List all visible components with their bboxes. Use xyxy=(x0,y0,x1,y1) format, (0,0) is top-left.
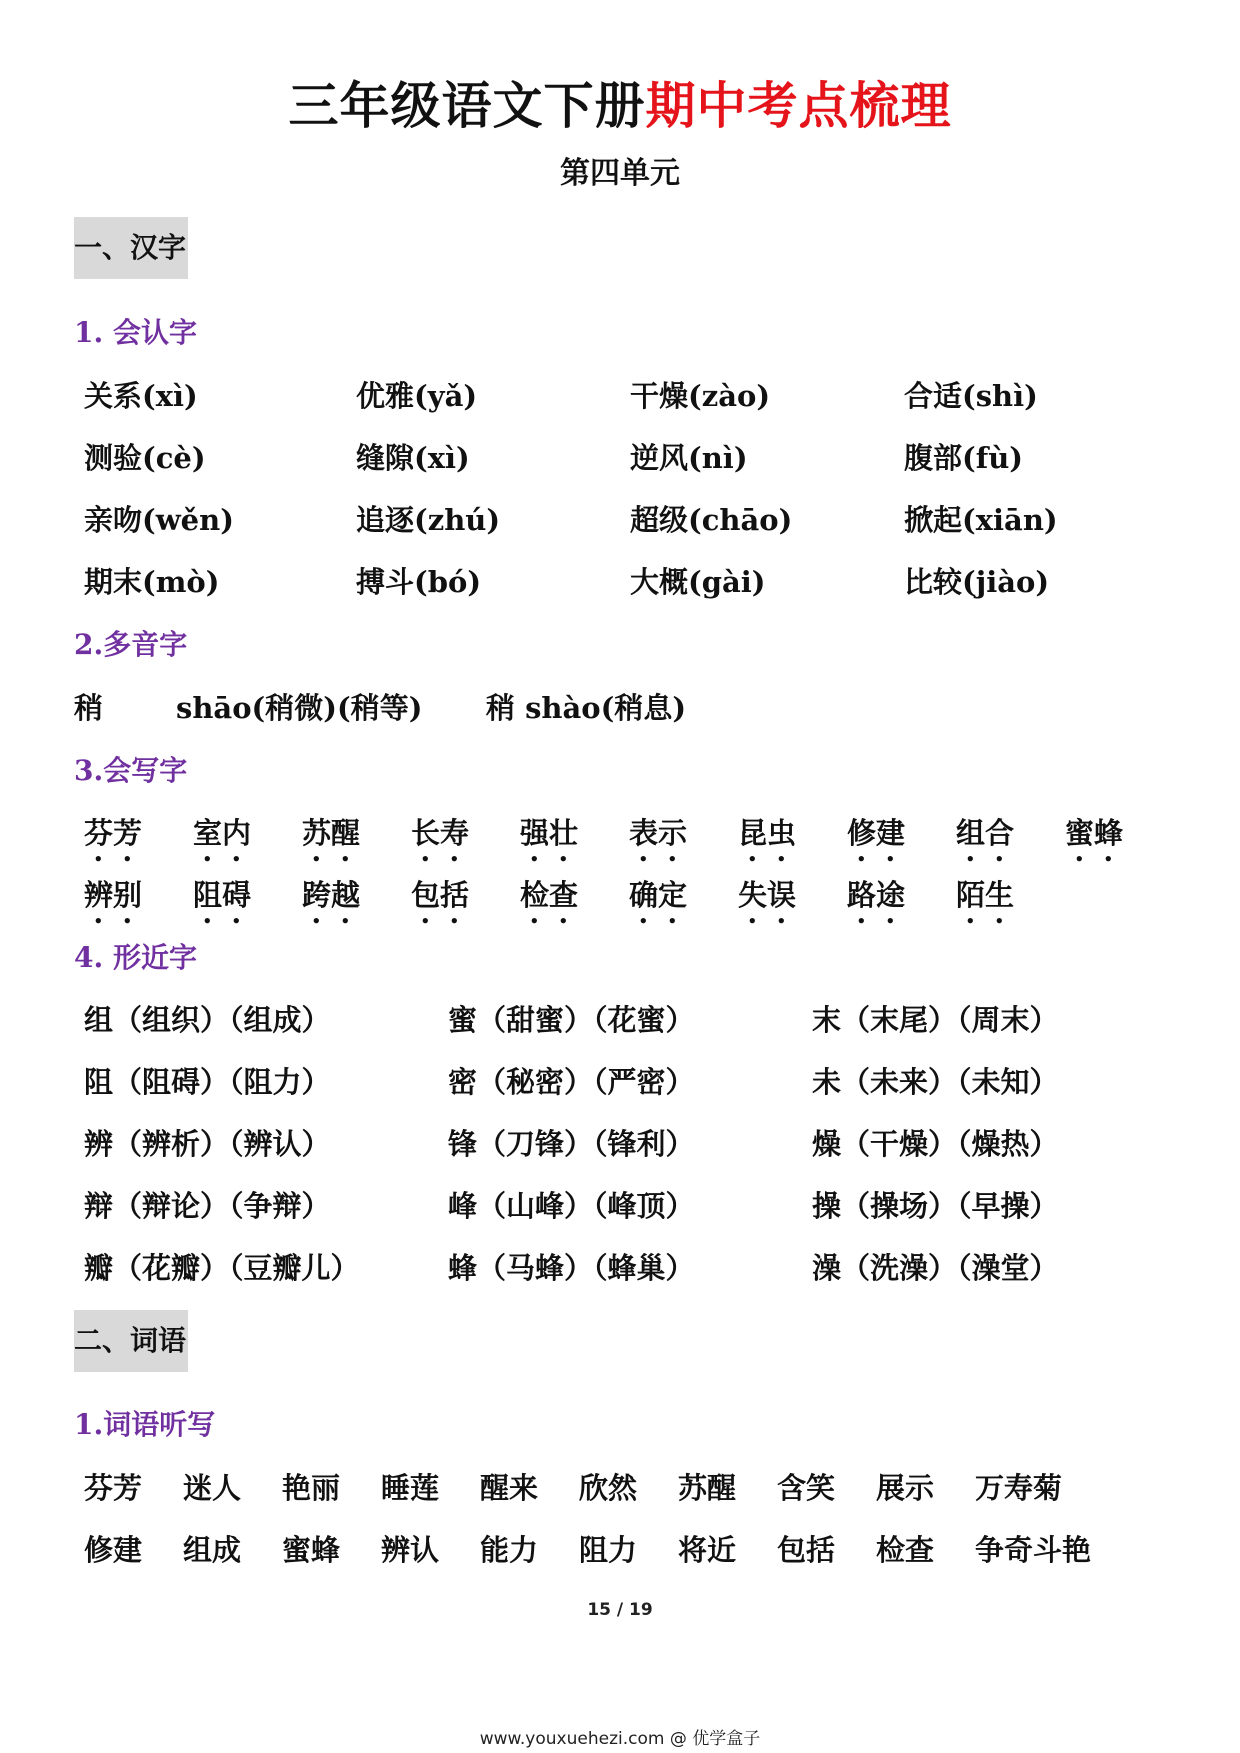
dictation-word: 睡莲 xyxy=(381,1471,440,1505)
write-word: 路途 xyxy=(847,878,906,912)
write-word: 蜜蜂 xyxy=(1065,816,1124,850)
dictation-word: 辨认 xyxy=(381,1533,440,1567)
section-heading-characters: 一、汉字 xyxy=(74,217,188,279)
write-word: 强壮 xyxy=(520,816,579,850)
write-word: 阻碍 xyxy=(193,878,252,912)
dictation-word: 修建 xyxy=(84,1533,143,1567)
dictation-word: 将近 xyxy=(678,1533,737,1567)
similar-item: 辩（辩论）（争辩） xyxy=(84,1189,331,1223)
recognize-item: 关系(xì) xyxy=(84,379,198,413)
subheading-recognize: 1. 会认字 xyxy=(74,316,197,349)
polyphone-reading: 稍 shào(稍息) xyxy=(486,691,687,725)
similar-item: 阻（阻碍）（阻力） xyxy=(84,1065,331,1099)
write-word: 表示 xyxy=(629,816,688,850)
recognize-item: 逆风(nì) xyxy=(630,441,748,475)
write-word: 组合 xyxy=(956,816,1015,850)
similar-item: 瓣（花瓣）（豆瓣儿） xyxy=(84,1251,360,1285)
polyphone-char: 稍 xyxy=(74,691,104,725)
recognize-item: 测验(cè) xyxy=(84,441,206,475)
subheading-dictation: 1.词语听写 xyxy=(74,1408,216,1441)
page-number: 15 / 19 xyxy=(587,1600,653,1620)
dictation-word: 迷人 xyxy=(183,1471,242,1505)
dictation-word: 蜜蜂 xyxy=(282,1533,341,1567)
similar-item: 组（组织）（组成） xyxy=(84,1003,331,1037)
dictation-word: 艳丽 xyxy=(282,1471,341,1505)
similar-item: 蜂（马蜂）（蜂巢） xyxy=(448,1251,695,1285)
subheading-polyphone: 2.多音字 xyxy=(74,628,188,661)
dictation-word: 欣然 xyxy=(579,1471,638,1505)
write-word: 苏醒 xyxy=(302,816,361,850)
recognize-item: 亲吻(wěn) xyxy=(84,503,234,537)
unit-subtitle: 第四单元 xyxy=(560,156,680,191)
recognize-item: 掀起(xiān) xyxy=(904,503,1058,537)
dictation-word: 含笑 xyxy=(777,1471,836,1505)
page-title xyxy=(0,72,1240,140)
recognize-item: 大概(gài) xyxy=(630,565,766,599)
recognize-item: 合适(shì) xyxy=(904,379,1038,413)
dictation-word: 检查 xyxy=(876,1533,935,1567)
write-word: 确定 xyxy=(629,878,688,912)
similar-item: 未（未来）（未知） xyxy=(812,1065,1059,1099)
recognize-item: 优雅(yǎ) xyxy=(356,379,478,413)
similar-item: 锋（刀锋）（锋利） xyxy=(448,1127,695,1161)
similar-item: 操（操场）（早操） xyxy=(812,1189,1059,1223)
write-word: 室内 xyxy=(193,816,252,850)
section-heading-words: 二、词语 xyxy=(74,1310,188,1372)
similar-item: 峰（山峰）（峰顶） xyxy=(448,1189,695,1223)
dictation-word: 苏醒 xyxy=(678,1471,737,1505)
similar-item: 燥（干燥）（燥热） xyxy=(812,1127,1059,1161)
title-highlight: 期中考点梳理 xyxy=(645,76,952,135)
write-word: 修建 xyxy=(847,816,906,850)
recognize-item: 搏斗(bó) xyxy=(356,565,482,599)
dictation-word: 组成 xyxy=(183,1533,242,1567)
recognize-item: 腹部(fù) xyxy=(904,441,1024,475)
write-word: 失误 xyxy=(738,878,797,912)
subheading-write: 3.会写字 xyxy=(74,754,188,787)
write-word: 昆虫 xyxy=(738,816,797,850)
footer-watermark: www.youxuehezi.com @ 优学盒子 xyxy=(479,1729,761,1749)
dictation-word: 芬芳 xyxy=(84,1471,143,1505)
dictation-word: 包括 xyxy=(777,1533,836,1567)
similar-item: 末（末尾）（周末） xyxy=(812,1003,1059,1037)
recognize-item: 比较(jiào) xyxy=(904,565,1050,599)
dictation-word: 万寿菊 xyxy=(975,1471,1063,1505)
dictation-word: 阻力 xyxy=(579,1533,638,1567)
write-word: 辨别 xyxy=(84,878,143,912)
subheading-similar: 4. 形近字 xyxy=(74,941,197,974)
write-word: 陌生 xyxy=(956,878,1015,912)
similar-item: 密（秘密）（严密） xyxy=(448,1065,695,1099)
dictation-word: 能力 xyxy=(480,1533,539,1567)
title-main: 三年级语文下册 xyxy=(288,76,646,135)
recognize-item: 干燥(zào) xyxy=(630,379,771,413)
write-word: 包括 xyxy=(411,878,470,912)
write-word: 跨越 xyxy=(302,878,361,912)
write-word: 芬芳 xyxy=(84,816,143,850)
dictation-word: 醒来 xyxy=(480,1471,539,1505)
recognize-item: 追逐(zhú) xyxy=(356,503,501,537)
recognize-item: 超级(chāo) xyxy=(630,503,793,537)
similar-item: 蜜（甜蜜）（花蜜） xyxy=(448,1003,695,1037)
dictation-word: 展示 xyxy=(876,1471,935,1505)
write-word: 长寿 xyxy=(411,816,470,850)
similar-item: 辨（辨析）（辨认） xyxy=(84,1127,331,1161)
write-word: 检查 xyxy=(520,878,579,912)
recognize-item: 缝隙(xì) xyxy=(356,441,470,475)
similar-item: 澡（洗澡）（澡堂） xyxy=(812,1251,1059,1285)
dictation-word: 争奇斗艳 xyxy=(975,1533,1092,1567)
polyphone-reading: shāo(稍微)(稍等) xyxy=(176,691,423,725)
recognize-item: 期末(mò) xyxy=(84,565,220,599)
